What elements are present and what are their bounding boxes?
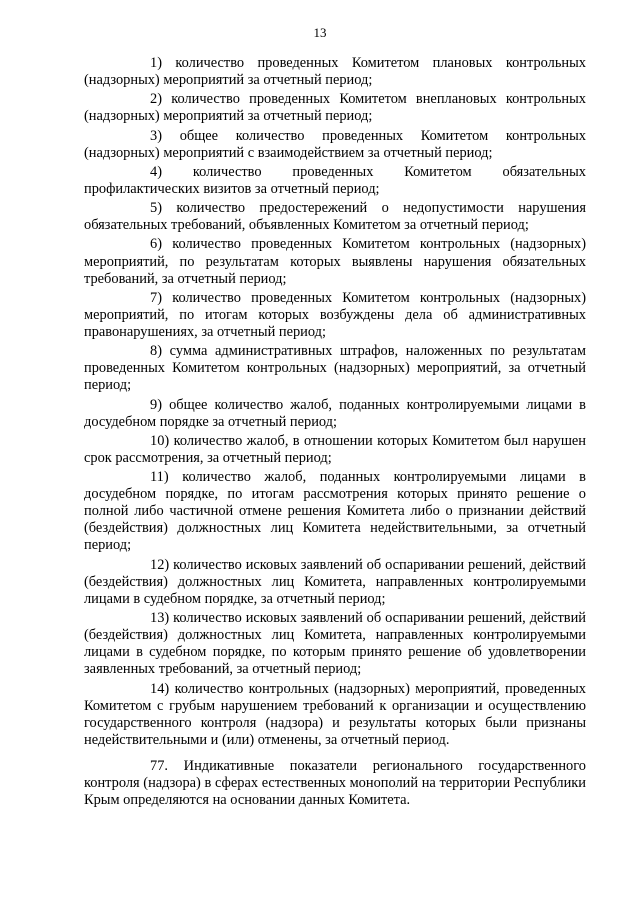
item-text: общее количество проведенных Комитетом контрольных (надзорных) мероприятий с взаимодействием за отчетный период; xyxy=(84,127,586,161)
item-number: 4) xyxy=(150,163,162,180)
item-number: 11) xyxy=(150,469,169,486)
item-number: 5) xyxy=(150,200,162,217)
list-item xyxy=(84,433,586,467)
list-item xyxy=(84,610,586,678)
list-item xyxy=(84,128,586,162)
section-paragraph xyxy=(84,758,586,809)
list-item xyxy=(84,469,586,554)
item-text: количество исковых заявлений об оспаривании решений, действий (бездействия) должностных лиц Комитета, направленных контролируемыми лицами в судебном порядке, по которым принято решение об удовлетворении заявленных требований, за отчетный период; xyxy=(84,610,586,678)
item-number: 12) xyxy=(150,556,170,573)
item-number: 3) xyxy=(150,127,162,144)
item-text: сумма административных штрафов, наложенных по результатам проведенных Комитетом контрольных (надзорных) мероприятий, за отчетный период; xyxy=(84,343,586,394)
section-number: 77. xyxy=(150,757,168,774)
item-number: 6) xyxy=(150,236,162,253)
list-item xyxy=(84,290,586,341)
item-text: количество проведенных Комитетом внеплановых контрольных (надзорных) мероприятий за отчетный период; xyxy=(84,91,586,125)
list-item xyxy=(84,343,586,394)
list-item xyxy=(84,681,586,749)
item-number: 2) xyxy=(150,91,162,108)
section-text: Индикативные показатели регионального государственного контроля (надзора) в сферах естественных монополий на территории Республики Крым определяются на основании данных Комитета. xyxy=(84,757,586,809)
item-number: 9) xyxy=(150,396,162,413)
item-text: количество проведенных Комитетом обязательных профилактических визитов за отчетный период; xyxy=(84,163,586,197)
item-number: 8) xyxy=(150,343,162,360)
list-item xyxy=(84,397,586,431)
item-text: количество проведенных Комитетом контрольных (надзорных) мероприятий, по итогам которых возбуждены дела об административных правонарушениях, за отчетный период; xyxy=(84,289,586,340)
item-text: количество предостережений о недопустимости нарушения обязательных требований, объявленных Комитетом за отчетный период; xyxy=(84,200,586,234)
list-item xyxy=(84,164,586,198)
list-item xyxy=(84,91,586,125)
item-number: 7) xyxy=(150,289,162,306)
item-number: 1) xyxy=(150,55,162,71)
list-item xyxy=(84,236,586,287)
list-item xyxy=(84,55,586,89)
item-text: количество проведенных Комитетом плановых контрольных (надзорных) мероприятий за отчетный период; xyxy=(84,55,586,89)
item-text: общее количество жалоб, поданных контролируемыми лицами в досудебном порядке за отчетный период; xyxy=(84,396,586,430)
item-text: количество контрольных (надзорных) мероприятий, проведенных Комитетом с грубым нарушением требований к организации и осуществлению государственного контроля (надзора) и результаты которых были признаны недействительными и (или) отменены, за отчетный период. xyxy=(84,680,586,748)
list-item xyxy=(84,557,586,608)
list-item xyxy=(84,200,586,234)
item-number: 14) xyxy=(150,680,170,697)
item-text: количество жалоб, поданных контролируемыми лицами в досудебном порядке, по итогам рассмотрения которых принято решение о полной либо частичной отмене решения Комитета либо о признании действий (бездействия) должностных лиц Комитета недействительными, за отчетный период; xyxy=(84,469,586,554)
document-body xyxy=(84,55,586,811)
item-text: количество проведенных Комитетом контрольных (надзорных) мероприятий, по результатам которых выявлены нарушения обязательных требований, за отчетный период; xyxy=(84,236,586,287)
item-number: 13) xyxy=(150,610,170,627)
page-number: 13 xyxy=(313,25,327,40)
item-text: количество исковых заявлений об оспаривании решений, действий (бездействия) должностных лиц Комитета, направленных контролируемыми лицами в судебном порядке, за отчетный период; xyxy=(84,556,586,607)
item-number: 10) xyxy=(150,432,170,449)
item-text: количество жалоб, в отношении которых Комитетом был нарушен срок рассмотрения, за отчетный период; xyxy=(84,432,586,466)
